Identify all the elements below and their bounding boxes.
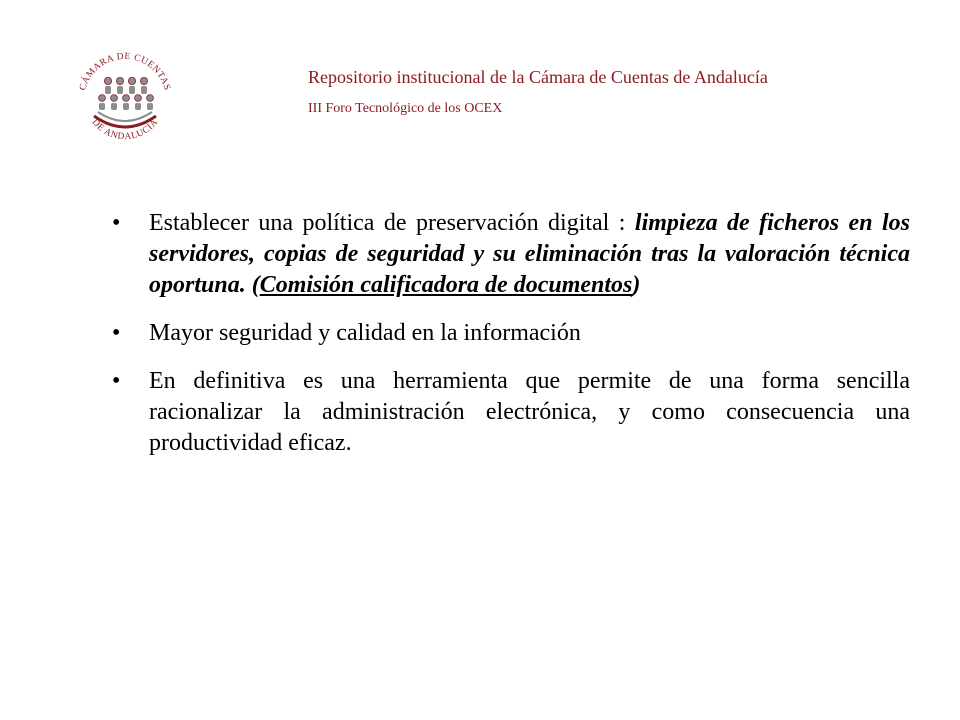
- bullet-paren-open: (: [251, 272, 260, 298]
- bullet-dot: •: [112, 320, 121, 346]
- seal-text-bottom: DE ANDALUCÍA: [89, 117, 161, 143]
- svg-text:CÁMARA DE CUENTAS: [78, 52, 172, 92]
- bullet-paren-close: ): [632, 272, 641, 298]
- bullet-list: [110, 208, 910, 476]
- bullet-emphasis-text: limpieza de ficheros en los servidores, copias de seguridad y su eliminación tras la valoración técnica oportuna.: [149, 210, 910, 298]
- slide-header: [308, 66, 938, 118]
- bullet-item-conclusion: [110, 366, 910, 459]
- bullet-lead-text: Establecer una política de preservación digital :: [149, 210, 635, 236]
- comision-calificadora-link[interactable]: Comisión calificadora de documentos: [259, 272, 633, 298]
- bullet-text: En definitiva es una herramienta que permite de una forma sencilla racionalizar la administración electrónica, y como consecuencia una productividad eficaz.: [149, 368, 910, 456]
- bullet-dot: •: [112, 210, 121, 236]
- bullet-dot: •: [112, 368, 121, 394]
- bullet-item-security: [110, 318, 910, 349]
- header-subtitle: III Foro Tecnológico de los OCEX: [308, 101, 503, 116]
- bullet-text: Mayor seguridad y calidad en la información: [149, 320, 581, 346]
- header-title: Repositorio institucional de la Cámara de Cuentas de Andalucía: [308, 67, 768, 87]
- seal-text-top: CÁMARA DE CUENTAS: [78, 51, 172, 92]
- bullet-item-preservation: [110, 208, 910, 301]
- camara-de-cuentas-seal-icon: [70, 46, 180, 150]
